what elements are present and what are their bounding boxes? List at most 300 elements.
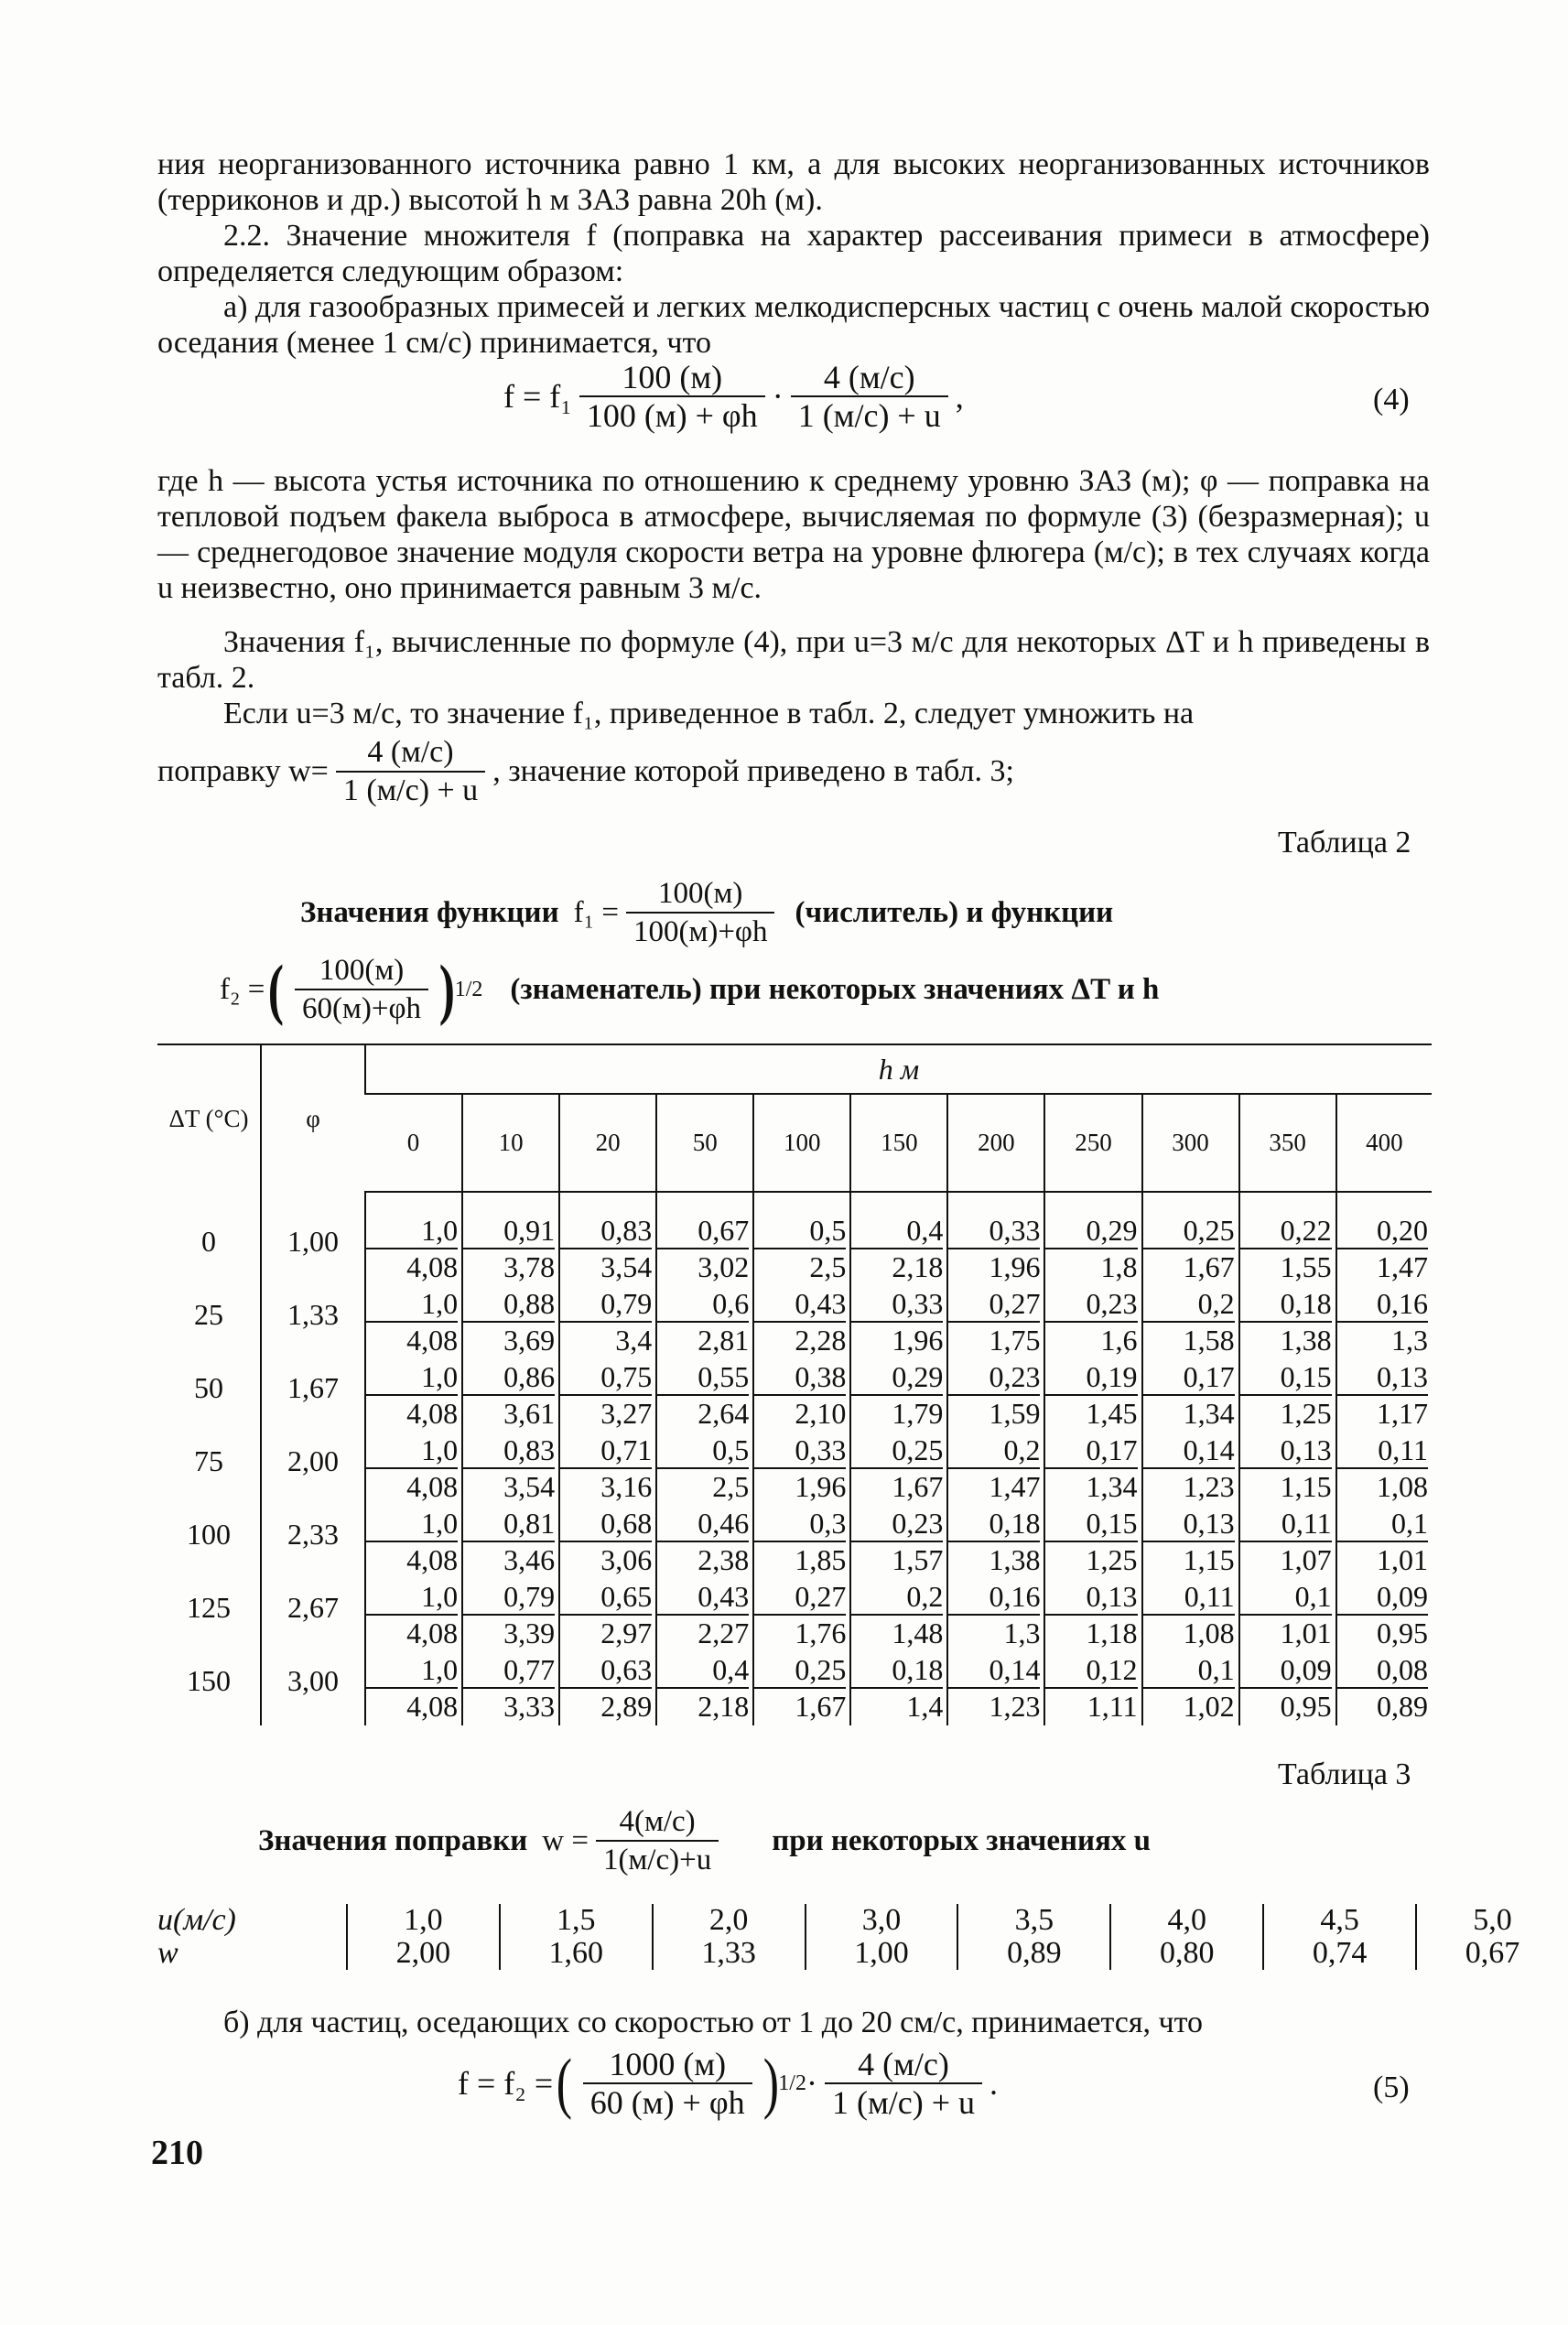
cell-numerator-f1: 0,13 [1337,1359,1428,1396]
cell-numerator-f1: 0,55 [657,1359,749,1396]
table-row [157,1286,1432,1359]
column-header-h-value: 300 [1142,1094,1239,1192]
cell-numerator-f1: 0,16 [1337,1286,1428,1323]
cell-delta-t: 150 [187,1664,231,1697]
cell-numerator-f1: 0,18 [851,1652,943,1689]
page-number: 210 [151,2134,203,2172]
cell-denominator-f2: 3,02 [697,1250,750,1283]
formula-4-fraction-2 [791,359,948,434]
table-3-u-value: 3,0 [806,1904,958,1937]
cell-denominator-f2: 1,08 [1183,1617,1235,1649]
cell-denominator-f2: 1,79 [892,1397,944,1430]
table-cell-fraction [1045,1286,1141,1357]
table-cell-fraction [948,1579,1044,1650]
table-cell-fraction [1240,1433,1336,1504]
cell-numerator-f1: 0,09 [1240,1652,1332,1689]
cell-numerator-f1: 0,46 [657,1506,749,1542]
cell-numerator-f1: 0,79 [560,1286,652,1323]
table-cell-fraction [560,1286,655,1357]
cell-denominator-f2: 4,08 [406,1543,459,1576]
table-3-w-value: 0,80 [1110,1937,1263,1970]
correction-suffix: , значение которой приведено в табл. 3; [492,754,1014,788]
cell-denominator-f2: 2,64 [697,1397,750,1430]
table-cell-fraction [366,1286,461,1357]
cell-denominator-f2: 1,8 [1100,1250,1138,1283]
cell-denominator-f2: 1,25 [1280,1397,1332,1430]
cell-numerator-f1: 0,1 [1143,1652,1235,1689]
cell-denominator-f2: 2,5 [809,1250,847,1283]
cell-delta-t: 0 [201,1225,216,1258]
formula-5-fraction-1: $\frac{1000 (м)}{60 (м) + \varphi h}$ [583,2046,752,2121]
cell-denominator-f2: 1,25 [1086,1543,1138,1576]
cell-numerator-f1: 0,1 [1337,1506,1428,1542]
cell-denominator-f2: 1,67 [1183,1250,1235,1283]
cell-numerator-f1: 0,13 [1240,1433,1332,1469]
cell-denominator-f2: 2,5 [712,1470,750,1503]
table-cell-fraction [1337,1652,1432,1724]
cell-denominator-f2: 4,08 [406,1397,459,1430]
cell-numerator-f1: 0,23 [851,1506,943,1542]
table-cell-fraction [948,1359,1044,1431]
cell-denominator-f2: 2,38 [697,1543,750,1576]
table-cell-fraction [1337,1579,1432,1650]
table-cell-fraction [1143,1652,1238,1724]
correction-denominator: 1 (м/с) + u [336,771,485,809]
paragraph-where: где h — высота устья источника по отношению к среднему уровню ЗАЗ (м); φ — поправка на тепловой подъем факела выброса в атмосфере, вычисляемая по формуле (3) (безразмерная); u — среднегодовое значение модуля скорости ветра на уровне флюгера (м/с); в тех случаях когда u неизвестно, оно принимается равным 3 м/с. [157,464,1430,605]
cell-numerator-f1: 0,11 [1240,1506,1332,1542]
table-cell-fraction [851,1579,946,1650]
cell-numerator-f1: 0,08 [1337,1652,1428,1689]
table-cell-fraction [948,1286,1044,1357]
correction-numerator: 4 (м/с) [367,735,454,769]
cell-delta-t: 125 [187,1591,231,1624]
table-cell-fraction [366,1213,461,1284]
cell-denominator-f2: 1,34 [1086,1470,1138,1503]
table-cell-fraction [463,1433,558,1504]
formula-5-fraction-2: $\frac{4 (м/с)}{1 (м/с) + u}$ [825,2046,982,2121]
cell-numerator-f1: 0,81 [463,1506,555,1542]
cell-numerator-f1: 0,4 [657,1652,749,1689]
cell-denominator-f2: 1,47 [1377,1250,1428,1283]
table-cell-fraction [657,1652,752,1724]
cell-denominator-f2: 2,18 [697,1690,750,1723]
cell-denominator-f2: 2,89 [600,1690,653,1723]
cell-denominator-f2: 1,96 [795,1470,847,1503]
column-header-h-value: 350 [1239,1094,1336,1192]
cell-numerator-f1: 0,2 [1143,1286,1235,1323]
table-3-row-label-w: w [157,1936,178,1970]
table-cell-fraction [1045,1652,1141,1724]
table-cell-fraction [657,1213,752,1284]
cell-denominator-f2: 1,47 [989,1470,1041,1503]
cell-phi: 1,33 [287,1298,339,1331]
cell-denominator-f2: 3,39 [503,1617,556,1649]
table-cell-fraction [657,1286,752,1357]
table-cell-fraction [754,1579,849,1650]
cell-denominator-f2: 4,08 [406,1617,459,1649]
cell-numerator-f1: 0,3 [754,1506,846,1542]
table-cell-fraction [754,1506,849,1577]
table-3-u-value: 3,5 [957,1904,1110,1937]
cell-denominator-f2: 1,07 [1280,1543,1332,1576]
table-3-u-value: 4,0 [1110,1904,1263,1937]
cell-numerator-f1: 0,91 [463,1213,555,1249]
cell-denominator-f2: 1,76 [795,1617,847,1649]
cell-numerator-f1: 0,25 [851,1433,943,1469]
cell-denominator-f2: 3,27 [600,1397,653,1430]
cell-denominator-f2: 1,6 [1100,1324,1138,1357]
table-cell-fraction [366,1506,461,1577]
column-header-h: h м [365,1044,1432,1094]
cell-denominator-f2: 1,38 [1280,1324,1332,1357]
table-cell-fraction [657,1579,752,1650]
cell-numerator-f1: 0,2 [851,1579,943,1616]
paragraph-a: а) для газообразных примесей и легких мелкодисперсных частиц с очень малой скоростью оседания (менее 1 см/с) принимается, что [157,290,1430,360]
table-cell-fraction [1045,1433,1141,1504]
table-cell-fraction [657,1359,752,1431]
cell-denominator-f2: 3,4 [615,1324,653,1357]
cell-numerator-f1: 1,0 [366,1359,458,1396]
table-cell-fraction [463,1579,558,1650]
column-header-h-value: 150 [850,1094,947,1192]
cell-numerator-f1: 0,4 [851,1213,943,1249]
cell-denominator-f2: 1,58 [1183,1324,1235,1357]
table-cell-fraction [754,1359,849,1431]
cell-denominator-f2: 3,78 [503,1250,556,1283]
table-cell-fraction [463,1652,558,1724]
cell-numerator-f1: 0,15 [1240,1359,1332,1396]
table-3-title: Значения поправки w = $\frac{4(м/с)}{1(м/с)+u}$ при некоторых значениях u [258,1805,1152,1876]
cell-denominator-f2: 2,10 [795,1397,847,1430]
cell-numerator-f1: 0,29 [851,1359,943,1396]
table-cell-fraction [1045,1579,1141,1650]
table-2 [157,1044,1432,1725]
cell-denominator-f2: 1,23 [989,1690,1041,1723]
table-cell-fraction [851,1359,946,1431]
cell-numerator-f1: 0,6 [657,1286,749,1323]
cell-numerator-f1: 0,43 [657,1579,749,1616]
table-cell-fraction [463,1286,558,1357]
cell-denominator-f2: 3,16 [600,1470,653,1503]
cell-phi: 2,67 [287,1591,339,1624]
column-header-h-value: 200 [947,1094,1044,1192]
cell-numerator-f1: 0,1 [1240,1579,1332,1616]
table-cell-fraction [1045,1506,1141,1577]
cell-numerator-f1: 0,17 [1045,1433,1137,1469]
table-cell-fraction [463,1506,558,1577]
cell-denominator-f2: 1,75 [989,1324,1041,1357]
cell-numerator-f1: 0,79 [463,1579,555,1616]
table-cell-fraction [560,1359,655,1431]
table-2-label: Таблица 2 [1278,826,1411,860]
table-cell-fraction [1240,1286,1336,1357]
cell-denominator-f2: 4,08 [406,1324,459,1357]
table-cell-fraction [560,1579,655,1650]
column-header-h-value: 50 [656,1094,753,1192]
cell-phi: 1,00 [287,1225,339,1258]
cell-numerator-f1: 0,09 [1337,1579,1428,1616]
table-3-label: Таблица 3 [1278,1757,1411,1791]
table-cell-fraction [851,1652,946,1724]
table-3-w-value: 0,67 [1416,1937,1568,1970]
cell-numerator-f1: 0,18 [948,1506,1040,1542]
cell-numerator-f1: 0,29 [1045,1213,1137,1249]
cell-denominator-f2: 3,06 [600,1543,653,1576]
cell-numerator-f1: 0,27 [948,1286,1040,1323]
table-cell-fraction [948,1652,1044,1724]
table-cell-fraction [560,1506,655,1577]
table-cell-fraction [1337,1506,1432,1577]
table-cell-fraction [1337,1213,1432,1284]
cell-denominator-f2: 0,95 [1280,1690,1332,1723]
paragraph-b: б) для частиц, оседающих со скоростью от 1 до 20 см/с, принимается, что [223,2006,1204,2039]
cell-numerator-f1: 0,86 [463,1359,555,1396]
cell-denominator-f2: 1,67 [795,1690,847,1723]
table-3-w-value: 0,74 [1263,1937,1416,1970]
formula-4-fraction-1 [579,359,765,434]
cell-denominator-f2: 1,01 [1377,1543,1428,1576]
formula-4-frac1-numerator: 100 (м) [622,359,723,395]
table-cell-fraction [1240,1359,1336,1431]
cell-numerator-f1: 0,63 [560,1652,652,1689]
cell-denominator-f2: 1,17 [1377,1397,1428,1430]
cell-denominator-f2: 2,27 [697,1617,750,1649]
cell-numerator-f1: 1,0 [366,1652,458,1689]
cell-denominator-f2: 4,08 [406,1690,459,1723]
cell-numerator-f1: 0,11 [1143,1579,1235,1616]
cell-numerator-f1: 0,83 [463,1433,555,1469]
cell-numerator-f1: 1,0 [366,1213,458,1249]
cell-denominator-f2: 1,4 [906,1690,944,1723]
table-cell-fraction [754,1652,849,1724]
column-header-h-value: 20 [559,1094,656,1192]
table-row [157,1359,1432,1433]
cell-denominator-f2: 3,54 [600,1250,653,1283]
cell-numerator-f1: 0,23 [1045,1286,1137,1323]
correction-formula-line [157,734,1014,809]
paragraph-multiply: Если u=3 м/с, то значение f₁, приведенное в табл. 2, следует умножить на [223,697,1195,730]
formula-4-frac2-numerator: 4 (м/с) [823,359,915,395]
cell-denominator-f2: 1,59 [989,1397,1041,1430]
cell-denominator-f2: 2,28 [795,1324,847,1357]
table-row [157,1579,1432,1652]
cell-numerator-f1: 0,12 [1045,1652,1137,1689]
table-cell-fraction [1143,1433,1238,1504]
table-3-w-value: 1,33 [653,1937,806,1970]
table-cell-fraction [1143,1213,1238,1284]
table-cell-fraction [463,1359,558,1431]
formula-4-tail: , [955,378,964,415]
table-cell-fraction [851,1506,946,1577]
table-cell-fraction [1240,1652,1336,1724]
table-3-u-value: 1,5 [500,1904,653,1937]
cell-denominator-f2: 1,96 [892,1324,944,1357]
table-3-u-value: 4,5 [1263,1904,1416,1937]
table-cell-fraction [657,1433,752,1504]
table-cell-fraction [560,1652,655,1724]
table-cell-fraction [754,1286,849,1357]
cell-denominator-f2: 3,61 [503,1397,556,1430]
cell-numerator-f1: 0,67 [657,1213,749,1249]
table-3-w-value: 2,00 [347,1937,500,1970]
table-cell-fraction [1240,1506,1336,1577]
table-cell-fraction [1143,1286,1238,1357]
cell-numerator-f1: 0,27 [754,1579,846,1616]
cell-numerator-f1: 0,13 [1143,1506,1235,1542]
cell-numerator-f1: 1,0 [366,1579,458,1616]
cell-denominator-f2: 2,81 [697,1324,750,1357]
cell-numerator-f1: 0,43 [754,1286,846,1323]
cell-numerator-f1: 0,75 [560,1359,652,1396]
table-3-u-value: 1,0 [347,1904,500,1937]
cell-denominator-f2: 1,3 [1003,1617,1041,1649]
cell-denominator-f2: 4,08 [406,1250,459,1283]
cell-denominator-f2: 0,95 [1377,1617,1428,1649]
table-cell-fraction [560,1213,655,1284]
cell-numerator-f1: 0,88 [463,1286,555,1323]
table-cell-fraction [1045,1359,1141,1431]
formula-4-frac2-denominator: 1 (м/с) + u [791,395,948,434]
table-3-row-label-u: u(м/с) [157,1903,236,1937]
cell-denominator-f2: 3,69 [503,1324,556,1357]
cell-numerator-f1: 0,68 [560,1506,652,1542]
table-cell-fraction [366,1579,461,1650]
cell-denominator-f2: 1,15 [1183,1543,1235,1576]
table-cell-fraction [948,1433,1044,1504]
cell-numerator-f1: 0,20 [1337,1213,1428,1249]
table-row [157,1506,1432,1579]
paragraph-2-2: 2.2. Значение множителя f (поправка на характер рассеивания примеси в атмосфере) определяется следующим образом: [157,219,1430,288]
table-cell-fraction [851,1286,946,1357]
cell-numerator-f1: 0,11 [1337,1433,1428,1469]
table-cell-fraction [1240,1579,1336,1650]
cell-denominator-f2: 1,15 [1280,1470,1332,1503]
cell-numerator-f1: 0,5 [754,1213,846,1249]
cell-denominator-f2: 1,3 [1391,1324,1428,1357]
cell-numerator-f1: 0,5 [657,1433,749,1469]
cell-denominator-f2: 3,54 [503,1470,556,1503]
cell-denominator-f2: 1,48 [892,1617,944,1649]
cell-denominator-f2: 1,85 [795,1543,847,1576]
cell-numerator-f1: 0,38 [754,1359,846,1396]
table-cell-fraction [1337,1359,1432,1431]
cell-numerator-f1: 0,83 [560,1213,652,1249]
column-header-h-value: 400 [1336,1094,1432,1192]
table-cell-fraction [754,1433,849,1504]
cell-numerator-f1: 0,33 [948,1213,1040,1249]
cell-numerator-f1: 1,0 [366,1433,458,1469]
cell-numerator-f1: 0,71 [560,1433,652,1469]
table-cell-fraction [1045,1213,1141,1284]
cell-numerator-f1: 1,0 [366,1286,458,1323]
table-cell-fraction [463,1213,558,1284]
table-cell-fraction [851,1213,946,1284]
cell-denominator-f2: 0,89 [1377,1690,1428,1723]
cell-denominator-f2: 1,23 [1183,1470,1235,1503]
table-cell-fraction [1143,1359,1238,1431]
table-cell-fraction [1143,1506,1238,1577]
cell-numerator-f1: 0,23 [948,1359,1040,1396]
cell-phi: 1,67 [287,1371,339,1404]
cell-denominator-f2: 1,55 [1280,1250,1332,1283]
cell-numerator-f1: 0,33 [754,1433,846,1469]
formula-5-number: (5) [1373,2071,1410,2104]
cell-denominator-f2: 1,34 [1183,1397,1235,1430]
table-cell-fraction [366,1433,461,1504]
formula-5: f = f₂ = ( $\frac{1000 (м)}{60 (м) + \varphi h}$ ) 1/2 · $\frac{4 (м/с)}{1 (м/с) + u}$ . [458,2046,999,2121]
column-header-h-value: 100 [753,1094,850,1192]
table-3-w-value: 0,89 [957,1937,1110,1970]
table-row [157,1652,1432,1725]
cell-numerator-f1: 0,13 [1045,1579,1137,1616]
cell-denominator-f2: 1,11 [1087,1690,1138,1723]
formula-4-lhs: f = f₁ [503,378,572,415]
cell-denominator-f2: 1,02 [1183,1690,1235,1723]
cell-denominator-f2: 1,96 [989,1250,1041,1283]
cell-phi: 3,00 [287,1664,339,1697]
cell-delta-t: 25 [194,1298,223,1331]
cell-denominator-f2: 3,33 [503,1690,556,1723]
table-cell-fraction [1143,1579,1238,1650]
formula-5-lhs: f = f₂ = [458,2065,554,2102]
table-3-w-value: 1,00 [806,1937,958,1970]
paragraph-zaz-size: ния неорганизованного источника равно 1 км, а для высоких неорганизованных источников (терриконов и др.) высотой h м ЗАЗ равна 20h (м). [157,147,1430,217]
table-cell-fraction [560,1433,655,1504]
table-3 [157,1904,1568,1970]
cell-numerator-f1: 0,25 [754,1652,846,1689]
table-2-title-line-2: f₂ = ( $\frac{100(м)}{60(м)+\varphi h}$ ) 1/2 (знаменатель) при некоторых значениях ΔT и h [220,952,1160,1027]
cell-numerator-f1: 0,19 [1045,1359,1137,1396]
cell-denominator-f2: 1,01 [1280,1617,1332,1649]
cell-denominator-f2: 1,57 [892,1543,944,1576]
cell-numerator-f1: 0,14 [1143,1433,1235,1469]
column-header-h-value: 0 [365,1094,462,1192]
cell-numerator-f1: 0,22 [1240,1213,1332,1249]
correction-prefix: поправку w= [157,754,329,788]
cell-numerator-f1: 0,33 [851,1286,943,1323]
table-row [157,1213,1432,1286]
formula-4-frac1-denominator: 100 (м) + φh [579,395,765,434]
cell-denominator-f2: 1,08 [1377,1470,1428,1503]
cell-numerator-f1: 0,18 [1240,1286,1332,1323]
table-cell-fraction [657,1506,752,1577]
cell-numerator-f1: 0,2 [948,1433,1040,1469]
formula-4: f = f₁ $\frac{100 (м)}{100 (м) + \varphi h}$ · $\frac{4 (м/с)}{1 (м/с) + u}$ , [503,359,964,434]
cell-numerator-f1: 0,65 [560,1579,652,1616]
table-cell-fraction [948,1506,1044,1577]
cell-denominator-f2: 1,38 [989,1543,1041,1576]
correction-fraction [336,734,485,809]
cell-denominator-f2: 4,08 [406,1470,459,1503]
column-header-phi: φ [261,1044,365,1192]
cell-denominator-f2: 3,46 [503,1543,556,1576]
cell-denominator-f2: 1,67 [892,1470,944,1503]
table-cell-fraction [1240,1213,1336,1284]
table-3-u-value: 2,0 [653,1904,806,1937]
cell-numerator-f1: 0,15 [1045,1506,1137,1542]
cell-delta-t: 100 [187,1518,231,1551]
cell-numerator-f1: 0,17 [1143,1359,1235,1396]
cell-numerator-f1: 0,16 [948,1579,1040,1616]
table-cell-fraction [366,1652,461,1724]
cell-denominator-f2: 2,18 [892,1250,944,1283]
table-cell-fraction [754,1213,849,1284]
table-cell-fraction [366,1359,461,1431]
cell-denominator-f2: 1,18 [1086,1617,1138,1649]
table-3-w-value: 1,60 [500,1937,653,1970]
table-2-title-line-1: Значения функции f₁ = $\frac{100(м)}{100(м)+\varphi h}$ (числитель) и функции [300,877,1114,948]
cell-numerator-f1: 0,25 [1143,1213,1235,1249]
